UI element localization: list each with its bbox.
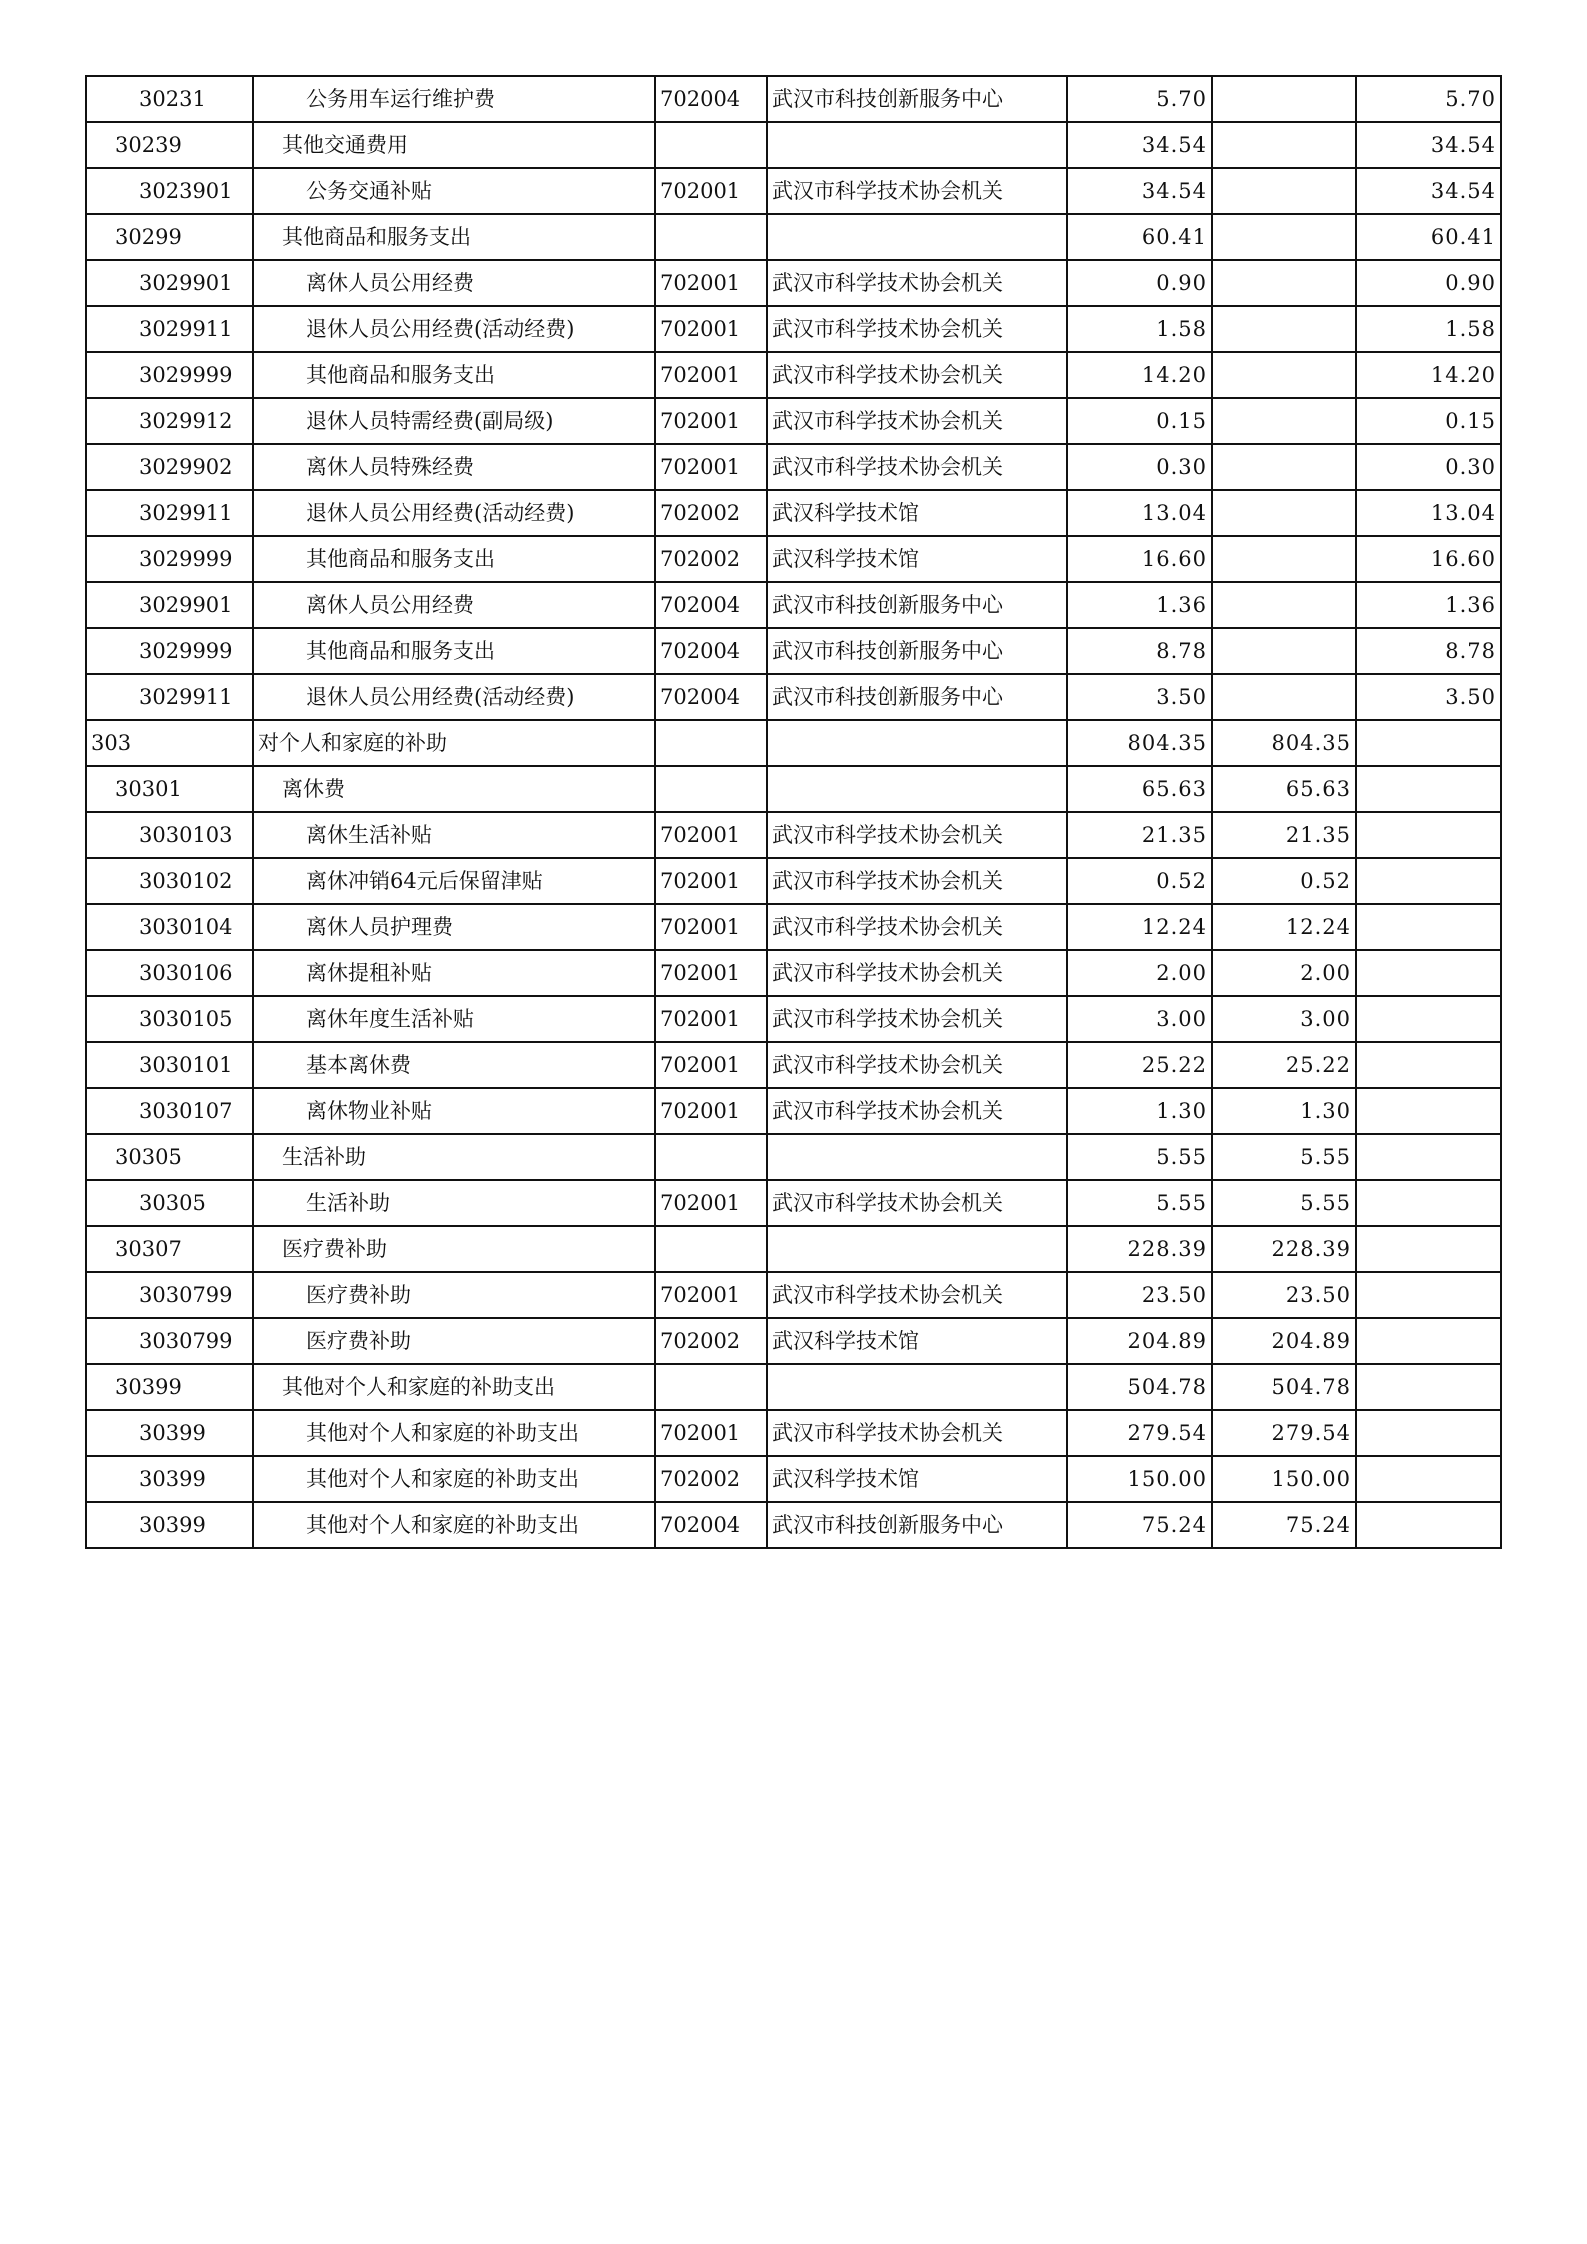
table-row [86, 1180, 1501, 1226]
item-name-cell: 离休人员公用经费 [253, 260, 655, 306]
project-expenditure-cell: 0.15 [1356, 398, 1501, 444]
project-expenditure-cell [1356, 720, 1501, 766]
table-row [86, 766, 1501, 812]
economic-code-cell: 30307 [86, 1226, 253, 1272]
item-name-cell: 其他商品和服务支出 [253, 214, 655, 260]
basic-expenditure-cell: 204.89 [1212, 1318, 1356, 1364]
item-name-cell: 离休年度生活补贴 [253, 996, 655, 1042]
table-row [86, 1318, 1501, 1364]
table-row [86, 1456, 1501, 1502]
project-expenditure-cell: 60.41 [1356, 214, 1501, 260]
unit-code-cell: 702001 [655, 260, 767, 306]
unit-name-cell: 武汉市科技创新服务中心 [767, 1502, 1067, 1548]
economic-code-cell: 30239 [86, 122, 253, 168]
project-expenditure-cell [1356, 1456, 1501, 1502]
unit-name-cell: 武汉市科学技术协会机关 [767, 1180, 1067, 1226]
unit-name-cell: 武汉市科学技术协会机关 [767, 352, 1067, 398]
table-row [86, 398, 1501, 444]
total-amount-cell: 25.22 [1067, 1042, 1212, 1088]
total-amount-cell: 23.50 [1067, 1272, 1212, 1318]
total-amount-cell: 1.30 [1067, 1088, 1212, 1134]
table-row [86, 260, 1501, 306]
economic-code-cell: 3029999 [86, 352, 253, 398]
total-amount-cell: 1.36 [1067, 582, 1212, 628]
table-row [86, 720, 1501, 766]
item-name-cell: 离休人员护理费 [253, 904, 655, 950]
item-name-cell: 其他对个人和家庭的补助支出 [253, 1410, 655, 1456]
unit-name-cell: 武汉市科学技术协会机关 [767, 996, 1067, 1042]
project-expenditure-cell: 16.60 [1356, 536, 1501, 582]
project-expenditure-cell [1356, 1318, 1501, 1364]
item-name-cell: 其他对个人和家庭的补助支出 [253, 1456, 655, 1502]
economic-code-cell: 3030799 [86, 1272, 253, 1318]
project-expenditure-cell [1356, 996, 1501, 1042]
project-expenditure-cell [1356, 1042, 1501, 1088]
unit-name-cell: 武汉市科学技术协会机关 [767, 1410, 1067, 1456]
item-name-cell: 医疗费补助 [253, 1318, 655, 1364]
total-amount-cell: 21.35 [1067, 812, 1212, 858]
basic-expenditure-cell: 2.00 [1212, 950, 1356, 996]
item-name-cell: 离休物业补贴 [253, 1088, 655, 1134]
economic-code-cell: 3029912 [86, 398, 253, 444]
economic-code-cell: 3029911 [86, 490, 253, 536]
unit-name-cell [767, 720, 1067, 766]
unit-name-cell [767, 1134, 1067, 1180]
item-name-cell: 对个人和家庭的补助 [253, 720, 655, 766]
unit-name-cell: 武汉市科技创新服务中心 [767, 674, 1067, 720]
total-amount-cell: 34.54 [1067, 122, 1212, 168]
project-expenditure-cell: 13.04 [1356, 490, 1501, 536]
basic-expenditure-cell: 279.54 [1212, 1410, 1356, 1456]
economic-code-cell: 30305 [86, 1180, 253, 1226]
table-row [86, 1502, 1501, 1548]
item-name-cell: 其他交通费用 [253, 122, 655, 168]
item-name-cell: 其他对个人和家庭的补助支出 [253, 1364, 655, 1410]
unit-code-cell: 702001 [655, 444, 767, 490]
total-amount-cell: 75.24 [1067, 1502, 1212, 1548]
total-amount-cell: 804.35 [1067, 720, 1212, 766]
unit-name-cell: 武汉市科技创新服务中心 [767, 582, 1067, 628]
economic-code-cell: 3029902 [86, 444, 253, 490]
project-expenditure-cell [1356, 858, 1501, 904]
total-amount-cell: 3.50 [1067, 674, 1212, 720]
basic-expenditure-cell [1212, 306, 1356, 352]
total-amount-cell: 0.15 [1067, 398, 1212, 444]
table-row [86, 1364, 1501, 1410]
table-row [86, 1134, 1501, 1180]
unit-code-cell: 702001 [655, 858, 767, 904]
economic-code-cell: 3029999 [86, 628, 253, 674]
item-name-cell: 其他商品和服务支出 [253, 352, 655, 398]
unit-name-cell: 武汉市科技创新服务中心 [767, 628, 1067, 674]
project-expenditure-cell [1356, 1364, 1501, 1410]
table-row [86, 674, 1501, 720]
unit-code-cell [655, 766, 767, 812]
basic-expenditure-cell: 0.52 [1212, 858, 1356, 904]
unit-name-cell: 武汉市科学技术协会机关 [767, 1272, 1067, 1318]
unit-code-cell [655, 1364, 767, 1410]
unit-code-cell: 702001 [655, 812, 767, 858]
economic-code-cell: 3030107 [86, 1088, 253, 1134]
total-amount-cell: 14.20 [1067, 352, 1212, 398]
unit-code-cell [655, 720, 767, 766]
basic-expenditure-cell [1212, 260, 1356, 306]
basic-expenditure-cell [1212, 628, 1356, 674]
unit-name-cell: 武汉市科学技术协会机关 [767, 260, 1067, 306]
project-expenditure-cell: 1.36 [1356, 582, 1501, 628]
table-row [86, 582, 1501, 628]
item-name-cell: 退休人员公用经费(活动经费) [253, 490, 655, 536]
unit-code-cell: 702002 [655, 1456, 767, 1502]
economic-code-cell: 30399 [86, 1456, 253, 1502]
unit-name-cell [767, 1364, 1067, 1410]
total-amount-cell: 0.90 [1067, 260, 1212, 306]
unit-name-cell [767, 214, 1067, 260]
basic-expenditure-cell: 3.00 [1212, 996, 1356, 1042]
table-row [86, 996, 1501, 1042]
unit-code-cell: 702001 [655, 904, 767, 950]
unit-code-cell: 702001 [655, 1042, 767, 1088]
project-expenditure-cell: 0.30 [1356, 444, 1501, 490]
total-amount-cell: 16.60 [1067, 536, 1212, 582]
total-amount-cell: 60.41 [1067, 214, 1212, 260]
table-row [86, 1088, 1501, 1134]
unit-code-cell: 702001 [655, 1088, 767, 1134]
item-name-cell: 离休费 [253, 766, 655, 812]
economic-code-cell: 3030103 [86, 812, 253, 858]
table-row [86, 306, 1501, 352]
economic-code-cell: 30231 [86, 76, 253, 122]
unit-code-cell: 702004 [655, 1502, 767, 1548]
project-expenditure-cell [1356, 1226, 1501, 1272]
economic-code-cell: 30299 [86, 214, 253, 260]
unit-code-cell: 702001 [655, 1180, 767, 1226]
basic-expenditure-cell [1212, 214, 1356, 260]
project-expenditure-cell: 3.50 [1356, 674, 1501, 720]
table-body [86, 76, 1501, 1548]
unit-name-cell: 武汉科学技术馆 [767, 1318, 1067, 1364]
item-name-cell: 离休冲销64元后保留津贴 [253, 858, 655, 904]
economic-code-cell: 3029911 [86, 306, 253, 352]
basic-expenditure-cell: 21.35 [1212, 812, 1356, 858]
table-row [86, 444, 1501, 490]
item-name-cell: 离休提租补贴 [253, 950, 655, 996]
total-amount-cell: 34.54 [1067, 168, 1212, 214]
item-name-cell: 其他商品和服务支出 [253, 628, 655, 674]
basic-expenditure-cell [1212, 536, 1356, 582]
total-amount-cell: 3.00 [1067, 996, 1212, 1042]
economic-code-cell: 3030799 [86, 1318, 253, 1364]
economic-code-cell: 30399 [86, 1410, 253, 1456]
basic-expenditure-cell: 5.55 [1212, 1180, 1356, 1226]
economic-code-cell: 3030105 [86, 996, 253, 1042]
table-row [86, 76, 1501, 122]
project-expenditure-cell: 0.90 [1356, 260, 1501, 306]
item-name-cell: 公务交通补贴 [253, 168, 655, 214]
table-row [86, 812, 1501, 858]
unit-name-cell [767, 1226, 1067, 1272]
basic-expenditure-cell [1212, 352, 1356, 398]
basic-expenditure-cell [1212, 582, 1356, 628]
item-name-cell: 离休人员特殊经费 [253, 444, 655, 490]
project-expenditure-cell: 8.78 [1356, 628, 1501, 674]
economic-code-cell: 30399 [86, 1364, 253, 1410]
economic-code-cell: 3029999 [86, 536, 253, 582]
item-name-cell: 退休人员公用经费(活动经费) [253, 306, 655, 352]
item-name-cell: 生活补助 [253, 1134, 655, 1180]
unit-name-cell: 武汉市科学技术协会机关 [767, 306, 1067, 352]
economic-code-cell: 30305 [86, 1134, 253, 1180]
unit-name-cell: 武汉市科学技术协会机关 [767, 1088, 1067, 1134]
economic-code-cell: 3029901 [86, 582, 253, 628]
project-expenditure-cell: 5.70 [1356, 76, 1501, 122]
item-name-cell: 基本离休费 [253, 1042, 655, 1088]
unit-code-cell: 702002 [655, 536, 767, 582]
table-row [86, 858, 1501, 904]
table-row [86, 214, 1501, 260]
basic-expenditure-cell [1212, 444, 1356, 490]
project-expenditure-cell: 14.20 [1356, 352, 1501, 398]
unit-code-cell: 702001 [655, 1272, 767, 1318]
basic-expenditure-cell: 1.30 [1212, 1088, 1356, 1134]
economic-code-cell: 3029911 [86, 674, 253, 720]
unit-code-cell: 702001 [655, 1410, 767, 1456]
total-amount-cell: 5.55 [1067, 1180, 1212, 1226]
total-amount-cell: 1.58 [1067, 306, 1212, 352]
unit-name-cell: 武汉市科学技术协会机关 [767, 904, 1067, 950]
table-row [86, 1226, 1501, 1272]
total-amount-cell: 65.63 [1067, 766, 1212, 812]
basic-expenditure-cell: 65.63 [1212, 766, 1356, 812]
basic-expenditure-cell [1212, 674, 1356, 720]
unit-code-cell [655, 1134, 767, 1180]
total-amount-cell: 5.55 [1067, 1134, 1212, 1180]
item-name-cell: 医疗费补助 [253, 1226, 655, 1272]
total-amount-cell: 204.89 [1067, 1318, 1212, 1364]
unit-name-cell: 武汉市科学技术协会机关 [767, 444, 1067, 490]
unit-code-cell: 702004 [655, 628, 767, 674]
project-expenditure-cell [1356, 1410, 1501, 1456]
economic-code-cell: 3023901 [86, 168, 253, 214]
unit-name-cell [767, 766, 1067, 812]
basic-expenditure-cell: 228.39 [1212, 1226, 1356, 1272]
unit-name-cell: 武汉市科学技术协会机关 [767, 1042, 1067, 1088]
total-amount-cell: 13.04 [1067, 490, 1212, 536]
item-name-cell: 公务用车运行维护费 [253, 76, 655, 122]
table-row [86, 352, 1501, 398]
total-amount-cell: 12.24 [1067, 904, 1212, 950]
economic-code-cell: 3029901 [86, 260, 253, 306]
economic-code-cell: 303 [86, 720, 253, 766]
unit-code-cell: 702002 [655, 1318, 767, 1364]
table-row [86, 950, 1501, 996]
unit-code-cell: 702004 [655, 674, 767, 720]
unit-name-cell [767, 122, 1067, 168]
unit-code-cell: 702001 [655, 996, 767, 1042]
basic-expenditure-cell [1212, 490, 1356, 536]
economic-code-cell: 3030106 [86, 950, 253, 996]
unit-code-cell [655, 122, 767, 168]
unit-name-cell: 武汉市科学技术协会机关 [767, 812, 1067, 858]
economic-code-cell: 3030104 [86, 904, 253, 950]
total-amount-cell: 2.00 [1067, 950, 1212, 996]
basic-expenditure-cell: 12.24 [1212, 904, 1356, 950]
basic-expenditure-cell: 23.50 [1212, 1272, 1356, 1318]
project-expenditure-cell [1356, 1180, 1501, 1226]
basic-expenditure-cell: 504.78 [1212, 1364, 1356, 1410]
table-row [86, 1042, 1501, 1088]
table-row [86, 490, 1501, 536]
unit-code-cell [655, 1226, 767, 1272]
total-amount-cell: 228.39 [1067, 1226, 1212, 1272]
item-name-cell: 其他对个人和家庭的补助支出 [253, 1502, 655, 1548]
unit-name-cell: 武汉市科学技术协会机关 [767, 398, 1067, 444]
project-expenditure-cell [1356, 1272, 1501, 1318]
table-row [86, 1272, 1501, 1318]
basic-expenditure-cell: 150.00 [1212, 1456, 1356, 1502]
basic-expenditure-cell [1212, 76, 1356, 122]
unit-code-cell: 702002 [655, 490, 767, 536]
basic-expenditure-cell [1212, 122, 1356, 168]
item-name-cell: 其他商品和服务支出 [253, 536, 655, 582]
unit-name-cell: 武汉科学技术馆 [767, 1456, 1067, 1502]
project-expenditure-cell [1356, 1088, 1501, 1134]
table-row [86, 168, 1501, 214]
item-name-cell: 退休人员公用经费(活动经费) [253, 674, 655, 720]
project-expenditure-cell: 34.54 [1356, 122, 1501, 168]
unit-code-cell: 702001 [655, 352, 767, 398]
unit-name-cell: 武汉市科学技术协会机关 [767, 950, 1067, 996]
basic-expenditure-cell: 5.55 [1212, 1134, 1356, 1180]
project-expenditure-cell [1356, 950, 1501, 996]
unit-name-cell: 武汉市科学技术协会机关 [767, 858, 1067, 904]
unit-code-cell [655, 214, 767, 260]
project-expenditure-cell [1356, 766, 1501, 812]
project-expenditure-cell: 34.54 [1356, 168, 1501, 214]
unit-name-cell: 武汉市科技创新服务中心 [767, 76, 1067, 122]
unit-code-cell: 702001 [655, 306, 767, 352]
total-amount-cell: 5.70 [1067, 76, 1212, 122]
basic-expenditure-cell [1212, 168, 1356, 214]
unit-name-cell: 武汉市科学技术协会机关 [767, 168, 1067, 214]
table-row [86, 628, 1501, 674]
economic-code-cell: 3030102 [86, 858, 253, 904]
total-amount-cell: 150.00 [1067, 1456, 1212, 1502]
item-name-cell: 离休人员公用经费 [253, 582, 655, 628]
item-name-cell: 医疗费补助 [253, 1272, 655, 1318]
unit-code-cell: 702001 [655, 168, 767, 214]
unit-code-cell: 702001 [655, 398, 767, 444]
project-expenditure-cell [1356, 812, 1501, 858]
item-name-cell: 离休生活补贴 [253, 812, 655, 858]
basic-expenditure-cell [1212, 398, 1356, 444]
unit-code-cell: 702004 [655, 582, 767, 628]
total-amount-cell: 504.78 [1067, 1364, 1212, 1410]
project-expenditure-cell: 1.58 [1356, 306, 1501, 352]
economic-code-cell: 30301 [86, 766, 253, 812]
total-amount-cell: 279.54 [1067, 1410, 1212, 1456]
table-row [86, 1410, 1501, 1456]
basic-expenditure-cell: 75.24 [1212, 1502, 1356, 1548]
unit-name-cell: 武汉科学技术馆 [767, 490, 1067, 536]
project-expenditure-cell [1356, 904, 1501, 950]
table-row [86, 904, 1501, 950]
project-expenditure-cell [1356, 1134, 1501, 1180]
economic-code-cell: 30399 [86, 1502, 253, 1548]
expenditure-table [85, 75, 1502, 1549]
project-expenditure-cell [1356, 1502, 1501, 1548]
basic-expenditure-cell: 804.35 [1212, 720, 1356, 766]
budget-sheet [85, 75, 1502, 1549]
basic-expenditure-cell: 25.22 [1212, 1042, 1356, 1088]
unit-code-cell: 702001 [655, 950, 767, 996]
table-row [86, 536, 1501, 582]
table-row [86, 122, 1501, 168]
item-name-cell: 生活补助 [253, 1180, 655, 1226]
unit-code-cell: 702004 [655, 76, 767, 122]
item-name-cell: 退休人员特需经费(副局级) [253, 398, 655, 444]
total-amount-cell: 0.30 [1067, 444, 1212, 490]
total-amount-cell: 8.78 [1067, 628, 1212, 674]
economic-code-cell: 3030101 [86, 1042, 253, 1088]
unit-name-cell: 武汉科学技术馆 [767, 536, 1067, 582]
total-amount-cell: 0.52 [1067, 858, 1212, 904]
